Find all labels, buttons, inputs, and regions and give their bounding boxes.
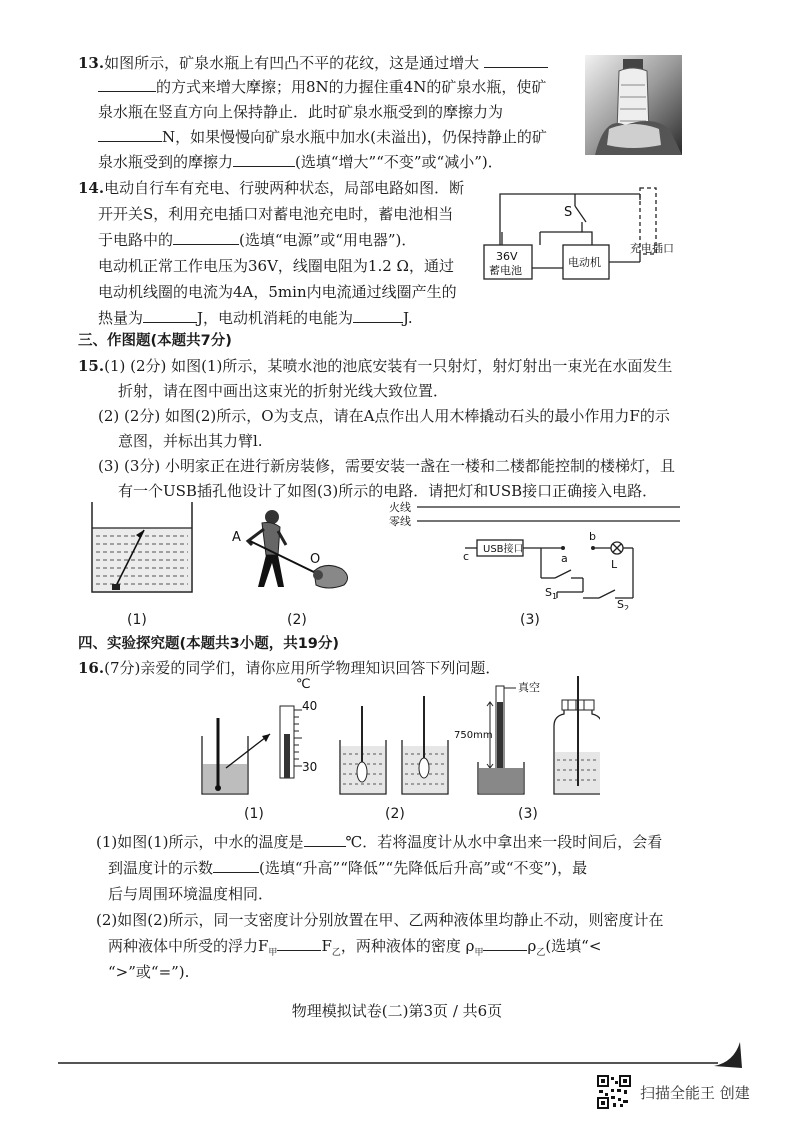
neutral-wire-label: 零线 [389, 515, 411, 528]
q13-blank1b [98, 77, 156, 92]
q15-part1-line1: 15.(1) (2分) 如图(1)所示，某喷水池的池底安装有一只射灯，射灯射出一束光在水面发生 [78, 357, 673, 375]
q14-circuit-diagram [480, 180, 700, 290]
q14-line1: 14.电动自行车有充电、行驶两种状态，局部电路如图．断 [78, 179, 465, 197]
q15-part3-line2: 有一个USB插孔他设计了如图(3)所示的电路．请把灯和USB接口正确接入电路． [118, 482, 658, 500]
q15-part2-line1: (2) (2分) 如图(2)所示，O为支点，请在A点作出人用木棒撬动石头的最小作用力F的示 [98, 407, 670, 425]
q15-number: 15. [78, 357, 105, 375]
q16-sub1-line1: (1)如图(1)所示，中水的温度是 ℃．若将温度计从水中拿出来一段时间后，会看 [96, 833, 663, 851]
q14-line2: 开开关S，利用充电插口对蓄电池充电时，蓄电池相当 [98, 205, 454, 223]
q14-line4: 电动机正常工作电压为36V，线圈电阻为1.2 Ω，通过 [98, 257, 454, 275]
celsius-unit-label: ℃ [296, 677, 311, 692]
q15-fig2-caption: (2) [287, 612, 307, 628]
q16-sub1-line2: 到温度计的示数 (选填“升高”“降低”“先降低后升高”或“不变”)，最 [108, 859, 588, 877]
q16-number: 16. [78, 659, 105, 677]
scanner-watermark: 扫描全能王 创建 [640, 1084, 750, 1102]
point-O-label: O [310, 552, 321, 567]
q15-fig3-caption: (3) [520, 612, 540, 628]
section-4-heading: 四、实验探究题(本题共3小题，共19分) [78, 636, 340, 652]
q16-fig1-caption: (1) [244, 806, 264, 822]
switch-label: S [564, 205, 573, 220]
switch-s1-label: $S_1$ [545, 586, 558, 601]
thermometer-beaker [202, 677, 317, 794]
page-footer: 物理模拟试卷(二)第3页 / 共6页 [291, 1002, 503, 1020]
live-wire-label: 火线 [389, 501, 411, 514]
section-3-heading: 三、作图题(本题共7分) [78, 333, 232, 349]
q14-blank1 [173, 230, 239, 245]
q13-line3: 泉水瓶在竖直方向上保持静止．此时矿泉水瓶受到的摩擦力为 [98, 103, 504, 121]
q16-sub1-line3: 后与周围环境温度相同． [108, 885, 274, 903]
q14-blank3 [353, 308, 403, 323]
q14-line5: 电动机线圈的电流为4A，5min内电流通过线圈产生的 [98, 283, 457, 301]
motor-label: 电动机 [568, 256, 601, 269]
q14-blank2 [143, 308, 197, 323]
q14-line3: 于电路中的 (选填“电源”或“用电器”)． [98, 231, 417, 249]
q16-intro: 16.(7分)亲爱的同学们，请你应用所学物理知识回答下列问题． [78, 659, 501, 677]
height-750mm-label: 750mm [454, 730, 493, 741]
terminal-c-label: c [463, 550, 470, 563]
wiring-circuit-figure [385, 500, 685, 610]
tick-40-label: 40 [302, 699, 318, 713]
q16-sub2-line1: (2)如图(2)所示，同一支密度计分别放置在甲、乙两种液体里均静止不动，则密度计在 [96, 911, 664, 929]
q13-line5: 泉水瓶受到的摩擦力 (选填“增大”“不变”或“减小”)． [98, 153, 503, 171]
q15-fig1-caption: (1) [127, 612, 147, 628]
battery-label: 蓄电池 [489, 264, 522, 277]
tick-30-label: 30 [302, 760, 318, 774]
q16-blank3 [277, 936, 321, 951]
q15-part2-line2: 意图，并标出其力臂l. [118, 432, 263, 450]
q16-blank1 [304, 832, 346, 847]
q16-sub2-line2: 两种液体中所受的浮力$F_甲$ $F_乙$，两种液体的密度 $\rho_甲$ $\rho_乙$(选填“< [108, 937, 602, 958]
barometer-and-bottle [454, 676, 600, 794]
q13-blank2 [98, 127, 162, 142]
usb-port-label: USB接口 [483, 544, 524, 555]
q13-blank3 [233, 152, 295, 167]
qr-code-icon [596, 1074, 632, 1110]
switch-s2-label: $S_2$ [617, 598, 630, 610]
q13-number: 13. [78, 54, 105, 72]
vacuum-label: 真空 [518, 681, 540, 694]
q13-line2: 的方式来增大摩擦；用8N的力握住重4N的矿泉水瓶，使矿 [98, 77, 546, 97]
charging-port-label: 充电插口 [630, 242, 674, 255]
q13-blank1 [484, 53, 548, 68]
scan-bottom-line [58, 1062, 718, 1064]
q16-sub2-line3: “>”或“=”). [108, 963, 190, 981]
point-A-label: A [232, 530, 241, 545]
q16-blank4 [483, 936, 527, 951]
q16-fig3-caption: (3) [518, 806, 538, 822]
q13-line4: N，如果慢慢向矿泉水瓶中加水(未溢出)，仍保持静止的矿 [98, 127, 547, 147]
lever-worker-figure [228, 505, 368, 595]
q13-line1: 13.如图所示，矿泉水瓶上有凹凸不平的花纹，这是通过增大 [78, 53, 548, 73]
bottle-photo [585, 55, 682, 155]
battery-voltage-label: 36V [496, 250, 518, 263]
q14-line6: 热量为 J，电动机消耗的电能为 J. [98, 309, 413, 327]
q14-number: 14. [78, 179, 105, 197]
pool-lamp-figure [88, 500, 198, 596]
lamp-L-label: L [611, 558, 618, 571]
page-curl-shadow [714, 1042, 742, 1068]
hydrometer-beakers [340, 696, 448, 794]
q16-fig2-caption: (2) [385, 806, 405, 822]
q15-part3-line1: (3) (3分) 小明家正在进行新房装修，需要安装一盏在一楼和二楼都能控制的楼梯灯，且 [98, 457, 676, 475]
q16-figures [190, 676, 600, 806]
terminal-b-label: b [589, 530, 596, 543]
q15-part1-line2: 折射，请在图中画出这束光的折射光线大致位置． [118, 382, 449, 400]
q16-blank2 [213, 858, 259, 873]
terminal-a-label: a [561, 552, 568, 565]
